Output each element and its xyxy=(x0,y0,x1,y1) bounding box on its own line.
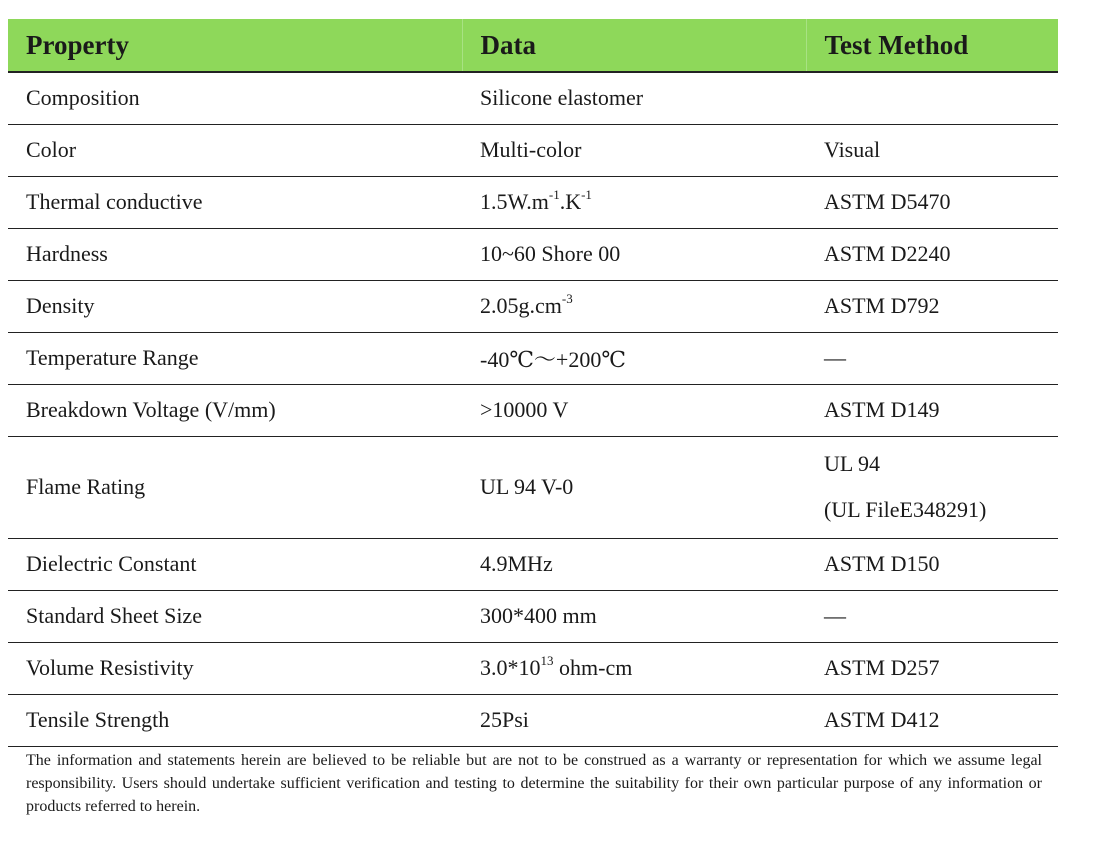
data-cell: Multi-color xyxy=(462,124,806,176)
data-value-unit: .K xyxy=(559,189,582,214)
table-row xyxy=(8,642,1058,694)
data-cell xyxy=(462,280,806,332)
method-cell: ASTM D792 xyxy=(806,280,1058,332)
table-row xyxy=(8,436,1058,538)
datasheet xyxy=(8,19,1058,818)
data-value: 1.5W.m xyxy=(480,189,549,214)
table-row xyxy=(8,124,1058,176)
table-row xyxy=(8,538,1058,590)
data-value: 3.0*10 xyxy=(480,655,541,680)
property-cell: Color xyxy=(8,124,462,176)
property-cell: Tensile Strength xyxy=(8,694,462,746)
table-row xyxy=(8,280,1058,332)
method-line: UL 94 xyxy=(824,451,881,476)
property-cell: Hardness xyxy=(8,228,462,280)
table-row xyxy=(8,228,1058,280)
data-cell: 4.9MHz xyxy=(462,538,806,590)
data-exponent: -1 xyxy=(581,187,592,202)
data-exponent: -3 xyxy=(561,291,573,306)
property-cell: Density xyxy=(8,280,462,332)
table-row xyxy=(8,384,1058,436)
data-cell: 25Psi xyxy=(462,694,806,746)
method-cell: — xyxy=(806,332,1058,384)
table-row xyxy=(8,590,1058,642)
method-cell: ASTM D412 xyxy=(806,694,1058,746)
method-cell xyxy=(806,72,1058,124)
property-cell: Standard Sheet Size xyxy=(8,590,462,642)
property-cell: Dielectric Constant xyxy=(8,538,462,590)
disclaimer-footnote: The information and statements herein are believed to be reliable but are not to be construed as a warranty or representation for which we assume legal responsibility. Users should undertake sufficient verification and testing to determine the suitability for their own particular purpose of any information or products referred to herein. xyxy=(26,751,1042,815)
property-cell: Temperature Range xyxy=(8,332,462,384)
property-cell: Volume Resistivity xyxy=(8,642,462,694)
data-cell: 10~60 Shore 00 xyxy=(462,228,806,280)
data-cell: >10000 V xyxy=(462,384,806,436)
table-row xyxy=(8,694,1058,746)
properties-table xyxy=(8,19,1058,747)
data-cell xyxy=(462,642,806,694)
data-cell xyxy=(462,176,806,228)
header-data: Data xyxy=(462,19,806,72)
header-test-method: Test Method xyxy=(806,19,1058,72)
method-cell: — xyxy=(806,590,1058,642)
data-exponent: -1 xyxy=(548,187,560,202)
method-cell: ASTM D2240 xyxy=(806,228,1058,280)
property-cell: Flame Rating xyxy=(8,436,462,538)
data-value-unit: ohm-cm xyxy=(553,655,633,680)
property-cell: Thermal conductive xyxy=(8,176,462,228)
table-row xyxy=(8,332,1058,384)
method-cell: ASTM D5470 xyxy=(806,176,1058,228)
method-cell: Visual xyxy=(806,124,1058,176)
data-cell: Silicone elastomer xyxy=(462,72,806,124)
method-cell: ASTM D257 xyxy=(806,642,1058,694)
header-row xyxy=(8,19,1058,72)
data-cell: -40℃～+200℃ xyxy=(462,332,806,384)
table-row xyxy=(8,72,1058,124)
data-cell: UL 94 V-0 xyxy=(462,436,806,538)
data-cell: 300*400 mm xyxy=(462,590,806,642)
data-exponent: 13 xyxy=(540,653,554,668)
property-cell: Breakdown Voltage (V/mm) xyxy=(8,384,462,436)
property-cell: Composition xyxy=(8,72,462,124)
method-line: (UL FileE348291) xyxy=(824,497,987,522)
table-row xyxy=(8,176,1058,228)
data-value: 2.05g.cm xyxy=(480,293,562,318)
header-property: Property xyxy=(8,19,462,72)
method-cell xyxy=(806,436,1058,538)
method-cell: ASTM D149 xyxy=(806,384,1058,436)
method-cell: ASTM D150 xyxy=(806,538,1058,590)
